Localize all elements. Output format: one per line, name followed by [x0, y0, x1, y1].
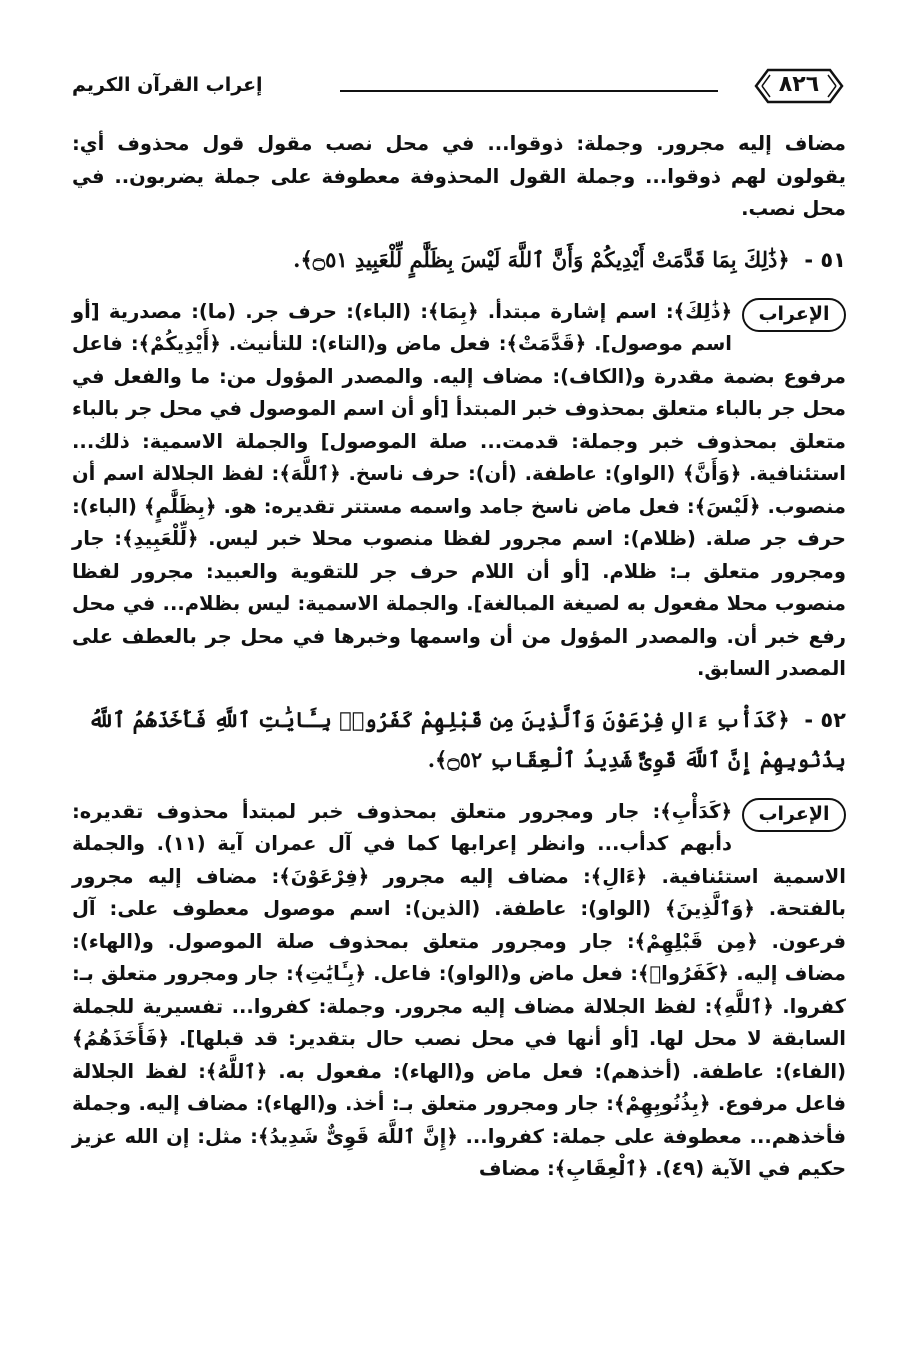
irab-section-51 — [72, 296, 846, 686]
verse-51 — [72, 240, 846, 280]
irab-section-52 — [72, 796, 846, 1186]
book-title: إعراب القرآن الكريم — [72, 74, 263, 96]
irab-text-52: ﴿كَدَأْبِ﴾: جار ومجرور متعلق بمحذوف خبر لمبتدأ محذوف تقديره: دأبهم كدأب... وانظر إعرابها كما في آل عمران آية (١١). والجملة الاسمية استئنافية. ﴿ءَالِ﴾: مضاف إليه مجرور ﴿فِرْعَوْنَ﴾: مضاف إليه مجرور بالفتحة. ﴿وَٱلَّذِينَ﴾ (الواو): عاطفة. (الذين): اسم موصول معطوف على: آل فرعون. ﴿مِن قَبْلِهِمْ﴾: جار ومجرور متعلق بمحذوف صلة الموصول. و(الهاء): مضاف إليه. ﴿كَفَرُوا۟﴾: فعل ماض و(الواو): فاعل. ﴿بِـَٔايَٰتِ﴾: جار ومجرور متعلق بـ: كفروا. ﴿ٱللَّهِ﴾: لفظ الجلالة مضاف إليه مجرور. وجملة: كفروا... تفسيرية للجملة السابقة لا محل لها. [أو أنها في محل نصب حال بتقدير: قد قبلها]. ﴿فَأَخَذَهُمُ﴾ (الفاء): عاطفة. (أخذهم): فعل ماض و(الهاء): مفعول به. ﴿ٱللَّهُ﴾: لفظ الجلالة فاعل مرفوع. ﴿بِذُنُوبِهِمْ﴾: جار ومجرور متعلق بـ: أخذ. و(الهاء): مضاف إليه. وجملة فأخذهم... معطوفة على جملة: كفروا... ﴿إِنَّ ٱللَّهَ قَوِىٌّ شَدِيدُ﴾: مثل: إن الله عزيز حكيم في الآية (٤٩). ﴿ٱلْعِقَابِ﴾: مضاف — [72, 799, 846, 1180]
verse-52 — [72, 700, 846, 780]
page-number-badge — [752, 66, 846, 106]
verse-51-text: ﴿ذَٰلِكَ بِمَا قَدَّمَتْ أَيْدِيكُمْ وَأَنَّ ٱللَّهَ لَيْسَ بِظَلَّٰمٍ لِّلْعَبِيدِ ۝٥١﴾. — [293, 246, 790, 272]
verse-52-text: ﴿كَدَأْبِ ءَالِ فِرْعَوْنَ وَٱلَّذِينَ مِن قَبْلِهِمْ كَفَرُوا۟ بِـَٔايَٰتِ ٱللَّهِ فَأَخَذَهُمُ ٱللَّهُ بِذُنُوبِهِمْ إِنَّ ٱللَّهَ قَوِىٌّ شَدِيدُ ٱلْعِقَابِ ۝٥٢﴾. — [88, 706, 846, 772]
page-header — [72, 66, 846, 112]
page-content — [72, 128, 846, 1186]
verse-51-number: ٥١ - — [804, 247, 846, 272]
irab-label-52: الإعراب — [742, 798, 846, 832]
verse-52-number: ٥٢ - — [804, 707, 846, 732]
header-divider — [340, 90, 718, 92]
page-number: ٨٢٦ — [778, 72, 820, 97]
irab-text-51: ﴿ذَٰلِكَ﴾: اسم إشارة مبتدأ. ﴿بِمَا﴾: (الباء): حرف جر. (ما): مصدرية [أو اسم موصول]. ﴿قَدَّمَتْ﴾: فعل ماض و(التاء): للتأنيث. ﴿أَيْدِيكُمْ﴾: فاعل مرفوع بضمة مقدرة و(الكاف): مضاف إليه. والمصدر المؤول من: ما والفعل في محل جر بالباء متعلق بمحذوف خبر المبتدأ [أو أن اسم الموصول في محل جر بالباء متعلق بمحذوف خبر وجملة: قدمت... صلة الموصول] والجملة الاسمية: ذلك... استئنافية. ﴿وَأَنَّ﴾ (الواو): عاطفة. (أن): حرف ناسخ. ﴿ٱللَّهَ﴾: لفظ الجلالة اسم أن منصوب. ﴿لَيْسَ﴾: فعل ماض ناسخ جامد واسمه مستتر تقديره: هو. ﴿بِظَلَّٰمٍ﴾ (الباء): حرف جر صلة. (ظلام): اسم مجرور لفظا منصوب محلا خبر ليس. ﴿لِّلْعَبِيدِ﴾: جار ومجرور متعلق بـ: ظلام. [أو أن اللام حرف جر للتقوية والعبيد: مجرور لفظا منصوب محلا مفعول به لصيغة المبالغة]. والجملة الاسمية: ليس بظلام... في محل رفع خبر أن. والمصدر المؤول من أن واسمها وخبرها في محل جر بالعطف على المصدر السابق. — [72, 299, 846, 680]
intro-paragraph: مضاف إليه مجرور. وجملة: ذوقوا... في محل نصب مقول قول محذوف أي: يقولون لهم ذوقوا... وجملة القول المحذوفة معطوفة على جملة يضربون.. في محل نصب. — [72, 132, 846, 220]
irab-label-51: الإعراب — [742, 298, 846, 332]
